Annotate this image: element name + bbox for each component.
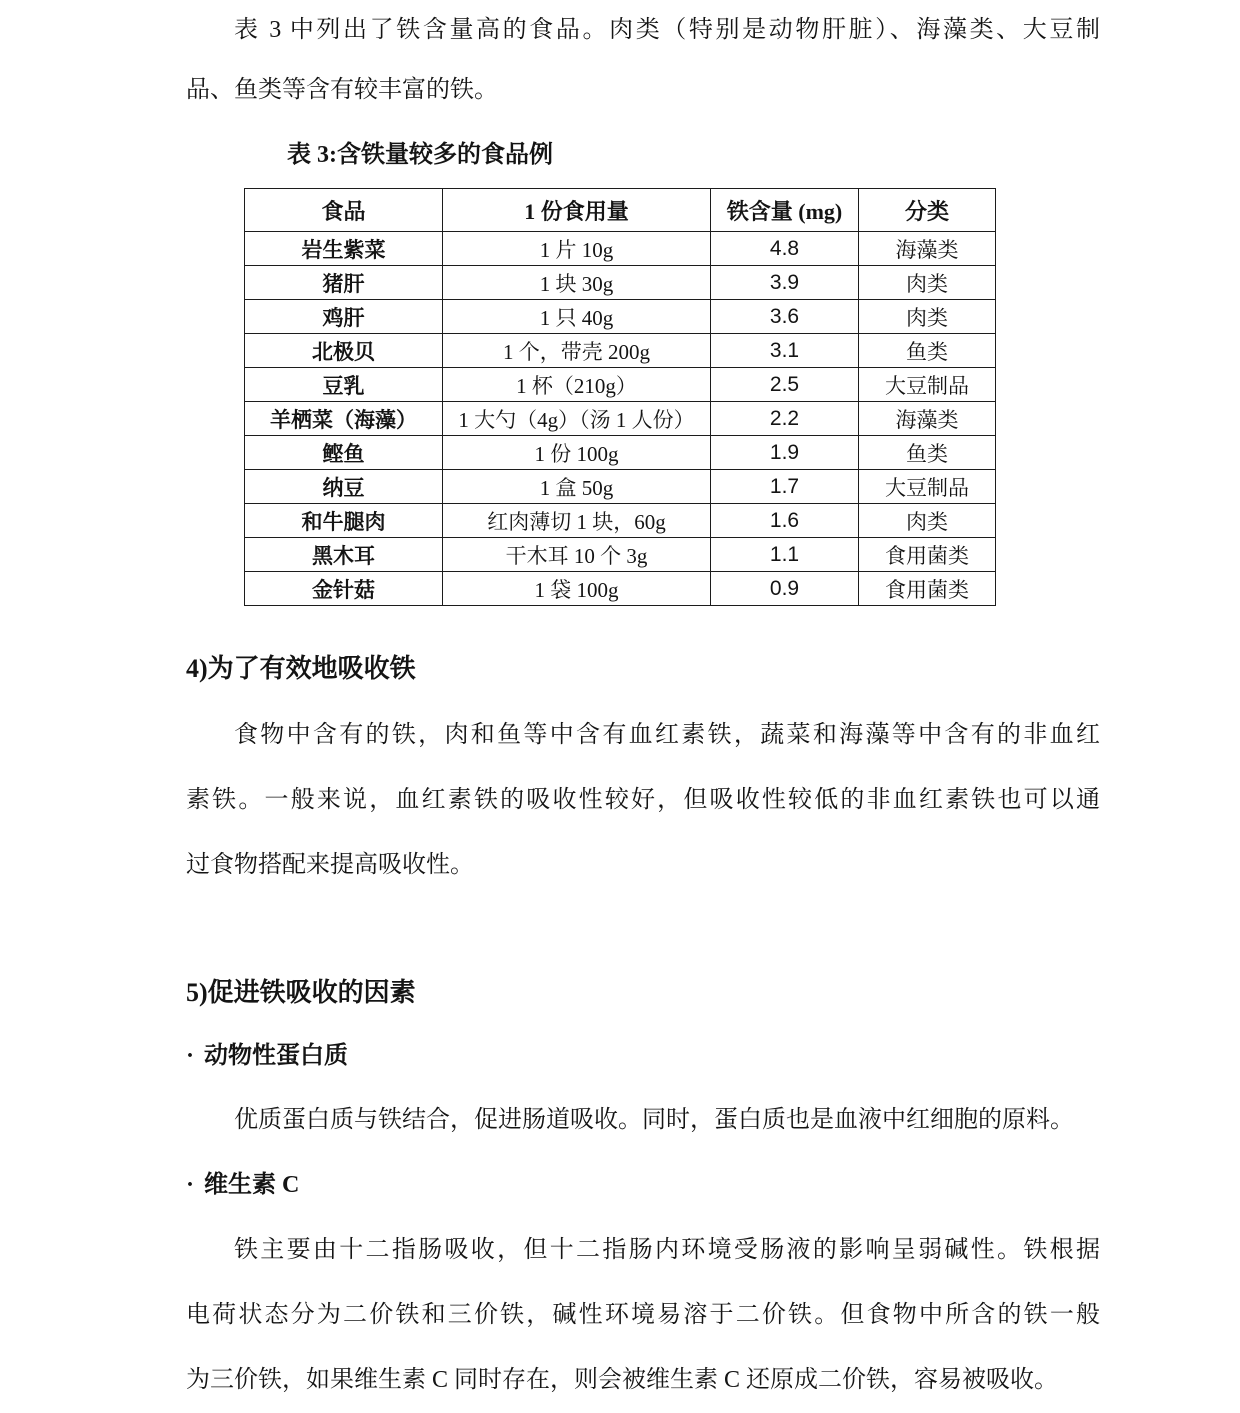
cell-food: 鸡肝 [245, 300, 443, 334]
table-row [245, 402, 996, 436]
cell-category: 鱼类 [859, 436, 996, 470]
table-row [245, 436, 996, 470]
cell-category: 肉类 [859, 266, 996, 300]
cell-food: 羊栖菜（海藻） [245, 402, 443, 436]
cell-serving: 1 袋 100g [443, 572, 711, 606]
section4-paragraph [186, 703, 1100, 898]
cell-food: 纳豆 [245, 470, 443, 504]
cell-iron: 1.1 [711, 538, 859, 572]
cell-food: 黑木耳 [245, 538, 443, 572]
cell-food: 和牛腿肉 [245, 504, 443, 538]
cell-category: 肉类 [859, 504, 996, 538]
cell-food: 岩生紫菜 [245, 232, 443, 266]
cell-iron: 2.5 [711, 368, 859, 402]
cell-category: 鱼类 [859, 334, 996, 368]
cell-iron: 3.1 [711, 334, 859, 368]
section5-heading: 5)促进铁吸收的因素 [186, 978, 416, 1007]
table-row [245, 232, 996, 266]
paragraph-line: 素铁。一般来说，血红素铁的吸收性较好，但吸收性较低的非血红素铁也可以通 [186, 787, 1100, 813]
table-caption: 表 3:含铁量较多的食品例 [287, 142, 553, 168]
paragraph-line: 品、鱼类等含有较丰富的铁。 [186, 77, 498, 103]
paragraph-line: 优质蛋白质与铁结合，促进肠道吸收。同时，蛋白质也是血液中红细胞的原料。 [234, 1107, 1074, 1133]
cell-serving: 1 份 100g [443, 436, 711, 470]
cell-food: 北极贝 [245, 334, 443, 368]
cell-serving: 1 只 40g [443, 300, 711, 334]
paragraph-line: 为三价铁，如果维生素 C 同时存在，则会被维生素 C 还原成二价铁，容易被吸收。 [186, 1367, 1059, 1393]
cell-category: 食用菌类 [859, 538, 996, 572]
bullet-paragraph-animal-protein [186, 1088, 1100, 1153]
cell-iron: 3.6 [711, 300, 859, 334]
bullet-heading: 维生素 C [204, 1172, 300, 1198]
cell-iron: 1.6 [711, 504, 859, 538]
cell-category: 海藻类 [859, 402, 996, 436]
cell-serving: 1 杯（210g） [443, 368, 711, 402]
paragraph-line: 食物中含有的铁，肉和鱼等中含有血红素铁，蔬菜和海藻等中含有的非血红 [234, 722, 1100, 748]
cell-serving: 1 片 10g [443, 232, 711, 266]
food-table [244, 188, 996, 606]
table-row [245, 334, 996, 368]
cell-food: 豆乳 [245, 368, 443, 402]
table-row [245, 572, 996, 606]
table-row [245, 538, 996, 572]
bullet-item-animal-protein [186, 1039, 1100, 1073]
cell-category: 大豆制品 [859, 368, 996, 402]
table-row [245, 300, 996, 334]
table-row [245, 368, 996, 402]
cell-category: 食用菌类 [859, 572, 996, 606]
cell-serving: 1 大勺（4g）（汤 1 人份） [443, 402, 711, 436]
cell-iron: 2.2 [711, 402, 859, 436]
header-cell: 食品 [245, 189, 443, 232]
cell-category: 肉类 [859, 300, 996, 334]
bullet-heading: 动物性蛋白质 [204, 1043, 349, 1069]
intro-paragraph [186, 0, 1100, 120]
header-cell: 铁含量 (mg) [711, 189, 859, 232]
paragraph-line: 过食物搭配来提高吸收性。 [186, 852, 474, 878]
cell-food: 金针菇 [245, 572, 443, 606]
section4-heading: 4)为了有效地吸收铁 [186, 654, 416, 683]
bullet-dot-icon: · [186, 1172, 195, 1198]
header-cell: 1 份食用量 [443, 189, 711, 232]
paragraph-line: 电荷状态分为二价铁和三价铁，碱性环境易溶于二价铁。但食物中所含的铁一般 [186, 1302, 1100, 1328]
bullet-item-vitamin-c [186, 1168, 1100, 1202]
cell-category: 大豆制品 [859, 470, 996, 504]
cell-iron: 3.9 [711, 266, 859, 300]
cell-iron: 1.7 [711, 470, 859, 504]
document-page [186, 0, 1100, 1413]
cell-food: 鲣鱼 [245, 436, 443, 470]
table-row [245, 470, 996, 504]
bullet-paragraph-vitamin-c [186, 1218, 1100, 1413]
cell-serving: 干木耳 10 个 3g [443, 538, 711, 572]
bullet-dot-icon: · [186, 1043, 195, 1069]
cell-iron: 1.9 [711, 436, 859, 470]
cell-iron: 0.9 [711, 572, 859, 606]
paragraph-line: 表 3 中列出了铁含量高的食品。肉类（特别是动物肝脏）、海藻类、大豆制 [234, 17, 1100, 43]
table-row [245, 266, 996, 300]
header-cell: 分类 [859, 189, 996, 232]
cell-serving: 1 个，带壳 200g [443, 334, 711, 368]
cell-serving: 1 块 30g [443, 266, 711, 300]
cell-serving: 红肉薄切 1 块，60g [443, 504, 711, 538]
cell-category: 海藻类 [859, 232, 996, 266]
cell-iron: 4.8 [711, 232, 859, 266]
cell-serving: 1 盒 50g [443, 470, 711, 504]
paragraph-line: 铁主要由十二指肠吸收，但十二指肠内环境受肠液的影响呈弱碱性。铁根据 [234, 1237, 1100, 1263]
table-header-row [245, 189, 996, 232]
cell-food: 猪肝 [245, 266, 443, 300]
table-row [245, 504, 996, 538]
